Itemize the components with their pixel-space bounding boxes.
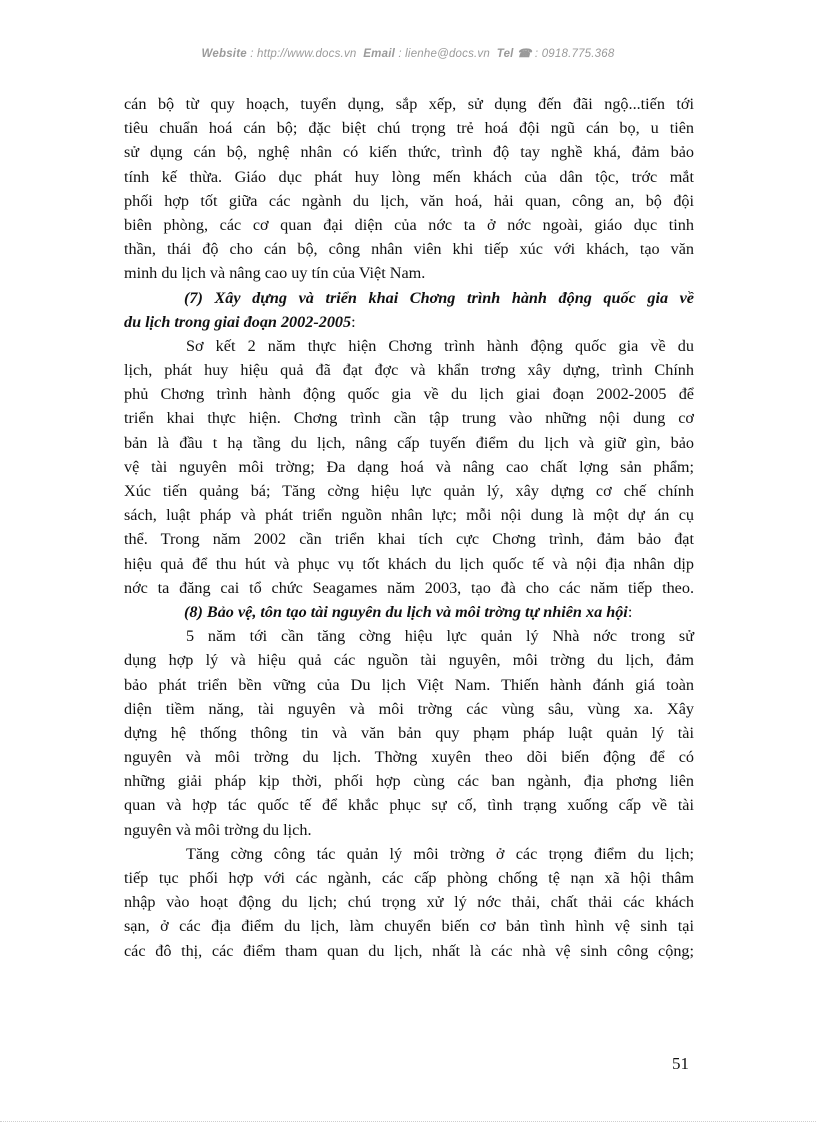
text-line [124, 382, 694, 406]
text-line [124, 140, 694, 164]
document-body [124, 92, 694, 963]
text-line [124, 455, 694, 479]
line-text: thần, thái độ cho cán bộ, công nhân viên khi tiếp xúc với khách, tạo văn [124, 240, 694, 259]
text-line [124, 165, 694, 189]
text-line [124, 189, 694, 213]
line-text: triển khai thực hiện. Chơng trình cần tập trung vào những nội dung cơ [124, 409, 694, 428]
website-label: Website [201, 48, 247, 60]
line-text: các đô thị, các điểm tham quan du lịch, nhất là các nhà vệ sinh công cộng; [124, 941, 694, 960]
text-line [124, 431, 694, 455]
line-text: minh du lịch và nâng cao uy tín của Việt Nam. [124, 264, 426, 283]
line-text: phối hợp tốt giữa các ngành du lịch, văn hoá, hải quan, công an, bộ đội [124, 191, 694, 210]
website-link[interactable]: : http://www.docs.vn [250, 48, 357, 60]
line-text: nguyên và môi trờng du lịch. Thờng xuyên theo dõi biến động để có [124, 748, 694, 767]
text-line [124, 914, 694, 938]
email-label: Email [363, 48, 395, 60]
line-text: tiếp tục phối hợp với các ngành, các cấp phòng chống tệ nạn xã hội thâm [124, 869, 694, 887]
line-text: cán bộ từ quy hoạch, tuyển dụng, sắp xếp, sử dụng đến đãi ngộ...tiến tới [124, 95, 694, 113]
section-heading-line [124, 286, 694, 310]
page-bottom-divider [0, 1121, 816, 1122]
text-line [124, 648, 694, 672]
line-text: lịch, phát huy hiệu quả đã đạt đợc và khẩn trơng xây dựng, trình Chính [124, 361, 694, 380]
text-line [124, 818, 694, 842]
page-header [0, 46, 816, 60]
text-line [124, 793, 694, 817]
text-line [124, 939, 694, 963]
line-text: nớc ta đăng cai tổ chức Seagames năm 2003, tạo đà cho các năm tiếp theo. [124, 578, 694, 597]
line-tail: : [351, 312, 356, 331]
line-text: (8) Bảo vệ, tôn tạo tài nguyên du lịch và môi trờng tự nhiên xa hội [184, 602, 628, 621]
text-line [124, 552, 694, 576]
text-line [124, 92, 694, 116]
text-line [124, 697, 694, 721]
line-text: sử dụng cán bộ, nghệ nhân có kiến thức, trình độ tay nghề khá, đảm bảo [124, 143, 694, 162]
line-text: biên phòng, các cơ quan đại diện của nớc ta ở nớc ngoài, giáo dục tinh [124, 215, 694, 234]
line-text: nguyên và môi trờng du lịch. [124, 820, 312, 839]
line-text: thể. Trong năm 2002 cần triển khai tích cực Chơng trình, đảm bảo đạt [124, 530, 694, 549]
text-line [124, 769, 694, 793]
text-line [124, 842, 694, 866]
email-link[interactable]: : lienhe@docs.vn [398, 48, 490, 60]
line-text: tính kế thừa. Giáo dục phát huy lòng mến khách của dân tộc, trớc mắt [124, 167, 694, 186]
text-line [124, 503, 694, 527]
text-line [124, 237, 694, 261]
line-text: dụng hợp lý và hiệu quả các nguồn tài nguyên, môi trờng du lịch, đảm [124, 651, 694, 670]
line-text: (7) Xây dựng và triển khai Chơng trình hành động quốc gia về [184, 288, 694, 307]
line-text: diện tiềm năng, tài nguyên và môi trờng các vùng sâu, vùng xa. Xây [124, 699, 694, 718]
text-line [124, 721, 694, 745]
line-text: quan và hợp tác quốc tế để khắc phục sự cố, tình trạng xuống cấp về tài [124, 796, 694, 815]
text-line [124, 213, 694, 237]
text-line [124, 334, 694, 358]
line-text: bảo phát triển bền vững của Du lịch Việt Nam. Thiến hành đánh giá toàn [124, 675, 694, 694]
line-text: vệ tài nguyên môi trờng; Đa dạng hoá và nâng cao chất lợng sản phẩm; [124, 457, 694, 476]
text-line [124, 673, 694, 697]
line-text: tiêu chuẩn hoá cán bộ; đặc biệt chú trọng trẻ hoá đội ngũ cán bọ, u tiên [124, 119, 694, 138]
line-text: phủ Chơng trình hành động quốc gia về du lịch giai đoạn 2002-2005 để [124, 385, 694, 404]
text-line [124, 261, 694, 285]
text-line [124, 745, 694, 769]
text-line [124, 624, 694, 648]
line-text: những giải pháp kịp thời, phối hợp cùng các ban ngành, địa phơng liên [124, 772, 694, 791]
section-heading-line [124, 600, 694, 624]
line-text: Xúc tiến quảng bá; Tăng cờng hiệu lực quản lý, xây dựng cơ chế chính [124, 482, 694, 500]
text-line [124, 527, 694, 551]
page-number: 51 [672, 1054, 689, 1073]
text-line [124, 406, 694, 430]
line-text: Sơ kết 2 năm thực hiện Chơng trình hành động quốc gia về du [186, 336, 694, 355]
text-line [124, 358, 694, 382]
line-text: bản là đầu t hạ tầng du lịch, nâng cấp tuyến điểm du lịch và giữ gìn, bảo [124, 433, 694, 452]
line-text: du lịch trong giai đoạn 2002-2005 [124, 312, 352, 331]
line-text: Tăng cờng công tác quản lý môi trờng ở các trọng điểm du lịch; [186, 844, 694, 863]
line-text: hiệu quả để thu hút và phục vụ tốt khách du lịch quốc tế và nội địa nhân dịp [124, 554, 694, 573]
text-line [124, 890, 694, 914]
line-text: sách, luật pháp và phát triển nguồn nhân lực; mỗi nội dung là một dự án cụ [124, 506, 694, 525]
line-tail: : [627, 602, 633, 621]
section-heading-line [124, 310, 694, 334]
phone-number: : 0918.775.368 [534, 48, 615, 60]
text-line [124, 479, 694, 503]
text-line [124, 866, 694, 890]
line-text: nhập vào hoạt động du lịch; chú trọng xử lý nớc thải, chất thải các khách [124, 893, 694, 912]
text-line [124, 576, 694, 600]
line-text: 5 năm tới cần tăng cờng hiệu lực quản lý Nhà nớc trong sử [186, 627, 694, 646]
phone-label: Tel ☎ [496, 48, 532, 60]
text-line [124, 116, 694, 140]
line-text: dựng hệ thống thông tin và văn bản quy phạm pháp luật quản lý tài [124, 723, 694, 742]
line-text: sạn, ở các địa điểm du lịch, làm chuyển biến cơ bản tình hình vệ sinh tại [124, 917, 694, 936]
